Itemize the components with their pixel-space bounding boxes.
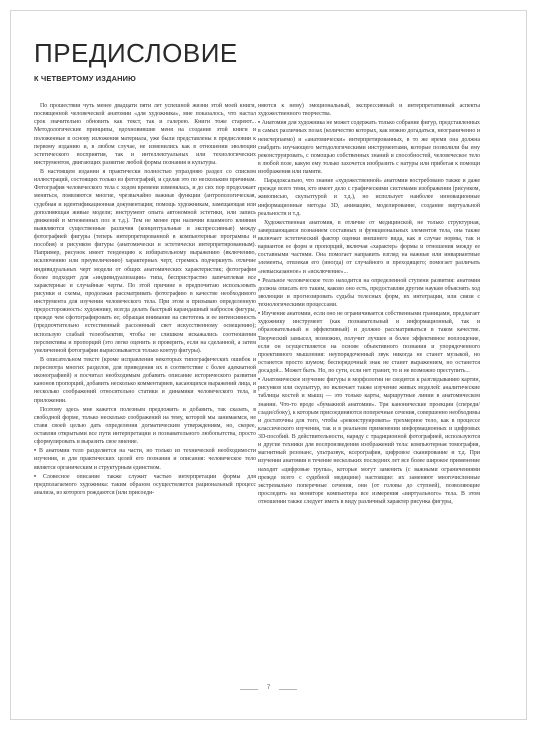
body-paragraph: Парадоксально, что знание «художественной» анатомии востребовано также и даже прежде всего теми, кто имеет дело с графическими системами изображения (рисунком, живописью, скульптурой и т.д.), но использует наиболее инновационные информационные методы 3D, анимацию, моделирование, создание виртуальной реальности и т.д. — [258, 178, 480, 217]
bullet-marker: • — [258, 277, 263, 284]
bullet-text: Реальное человеческое тело находится на определенной ступени развития: анатомия должна описать его таким, каково оно есть, предоставляя другим наукам объяснять ход эволюции и прогнозировать судьбы телесных форм, их интеграции, или связи с технологическими процессами. — [258, 277, 480, 308]
bullet-marker: • — [258, 311, 262, 318]
body-paragraph: В настоящем издании я практически полностью упраздняю раздел со списком иллюстраций, состоящих только из фотографий, и сделав это по нескольким причинам. Фотография человеческого тела с ходом времени изменялась, и до сих пор продолжает меняться, появляются многие, чрезвычайно важные функции (антропологическая, судебная и идентификационная документация; помощь художникам, замещающая или дополняющая живые модели; инструмент опыта автономной эстетики, или запись движений и мгновенных поз и т.д.). Тем не менее при наличии взаимного влияния выявляются существенные различия (концептуальные и экспрессивные) между фотографией фигуры (теперь интерпретированной в компьютерные программы и пособия) и рисунком фигуры (анатомически и эстетически интерпретированным). Например, рисунок имеет тенденцию к избирательному выражению (включению, исключению или преувеличению) характерных черт, стремясь подчеркнуть отличие индивидуальных черт модели от общих анатомических характеристик; фотография более подходит для «индивидуализации» типа, беспристрастно запечатлевая все характерные и случайные черты. По этой причине я предпочитаю использовать рисунки и схемы, продолжая рассматривать фотографию в качестве необходимого инструмента для изучения человеческого тела. При этом я призываю определенную предосторожность: художнику, всегда делать быстрый карандашный набросок фигуры, прежде чем сфотографировать ее; обращая внимание на светотень и ее интенсивность (предпочтительно естественный рассеянный свет искусственному освещению); использую слабый телеобъектив, чтобы не слишком искажались соотношения перспективы и пропорций (это легко оценить и проверить, если на сделанной, а затем увеличенной фотографии вырисовывается только контур фигуры). — [34, 169, 256, 354]
body-paragraph: По прошествии чуть менее двадцати пяти лет успешной жизни этой моей книги, посвященной человеческой анатомии «для художника», мне показалось, что настал срок значительно обновить как текст, так и галерею. Книги тоже стареют... Методологические принципы, вдохновившие меня на создание этой книги и положенные в основу изложения материала, уже были представлены в предисловии к первому изданию и, в любом случае, не изменились как в отношении эволюции эстетического восприятия, так и интеллектуальных или технологических инструментов, двигающих развитие любой формы познания и культуры. — [34, 103, 256, 166]
bullet-paragraph — [258, 376, 480, 506]
bullet-paragraph — [258, 119, 480, 176]
body-paragraph: Поэтому здесь мне кажется полезным предложить и добавить, так сказать, в свободной форме, только несколько соображений на тему, которой мы занимаемся, не ставя своей целью дать определения догматическим утверждениям, но, скорее, оставляя открытыми все пути интерпретации и познавательного любопытства, просто сформулировать и выразить свое мнение. — [34, 406, 256, 446]
bullet-text: Словесное описание также служит частью интерпретации формы для предполагаемого художника: таким образом осуществляется рациональный процесс анализа, из которого рождаются (или присоеди- — [34, 473, 256, 496]
bullet-text: Изучение анатомии, если оно не ограничивается собственными границами, предлагает художнику инструмент (как познавательный и информационный, так и образовательный и эффективный) и должно рассматриваться в таком качестве. Творческий замысел, возможно, получит лучшее и более эффективное воплощение, если он осуществляется на основе объективного познания и упорядоченного проективного мышления: неупорядоченный звук никогда не станет музыкой, но останется просто шумом; беспорядочный знак не станет выражением, но останется досадой... Может быть. Но, по сути, если нет гранит, то и не возможно преступить... — [258, 311, 480, 374]
page-title: ПРЕДИСЛОВИЕ — [34, 38, 238, 68]
bullet-text: Анатомическое изучение фигуры и морфологии не сводится к разглядыванию картин, рисунков или скульптур, но включает также изучение живых моделей: аналитические таблицы костей и мышц — это только карты, маршрутные линии в анатомическом знании. Что-то вроде «бумажной анатомии». Три канонические проекции (спереди/сзади/сбоку), к которым присоединяются поперечные сечения, совершенно необходимы и достаточны для того, чтобы «реконструировать» трехмерное тело, как в процессе классического изучения, так и в реальном применении информационных и цифровых 3D-пособий. В действительности, наряду с традиционной фотографией, используются и другие техники для воспроизведения изображений тела: компьютерная томография, магнитный резонанс, ультразвук, ксерография, цифровое сканирование и т.д. При изучении анатомии в течение нескольких последних лет все более широкое применение находят «цифровые трупы», которые могут заменить (с важными ограничениями прежде всего с судебной медицине) настоящие: их заменяют многочисленные экстремально поперечные сечения, они (от головы до ступней), позволяющие проследить на мониторе компьютера все измерения «виртуального» тела. В этом отношении также следует иметь в виду различный характер рисунка фигуры, — [258, 377, 480, 505]
left-text-column — [34, 102, 256, 677]
bullet-paragraph — [34, 447, 256, 471]
bullet-paragraph — [258, 277, 480, 310]
bullet-text: В анатомии тело разделяется на части, но только из технической необходимости изучения, и для практических целей его познания и описания: человеческое тело является органическим и структурным единством. — [34, 448, 256, 471]
body-paragraph: Художественная анатомия, в отличие от медицинской, не только структурная, завершающаяся познанием составных и функциональных элементов тела, она также включает эстетический фактор оценки внешнего вида, как в случае нормы, так и вариантов ее форм и пропорций, включая «характер» формы и отношения между ее составными частями. Она помогает направить взгляд на важные или инвариантные элементы, отвлекая его (иногда) от случайного и преходящего; помогает различать «невысказанное» и «исключение»... — [258, 219, 480, 275]
page-number-rule-right — [279, 689, 297, 690]
body-paragraph: няются к нему) эмоциональный, экспрессивный и интерпретативный аспекты художественного творчества. — [258, 103, 480, 118]
bullet-marker: • — [258, 120, 262, 127]
bullet-paragraph — [258, 310, 480, 375]
bullet-marker: • — [34, 473, 43, 480]
right-text-column — [258, 102, 480, 677]
bullet-text: Анатомия для художника не может содержать только собрание фигур, представленных в самых различных позах (количество которых, как можно догадаться, неограниченно и неисчерпаемо) и «анатомически» интерпретированных, в то же время она должна снабдить изучающего методологическими инструментами, которые позволили бы ему реконструировать, с помощью собственных знаний и способностей, человеческое тело в любой позе, какую ему только захочется изобразить с натуры или прибегая к помощи изображения или памяти. — [258, 120, 480, 175]
bullet-paragraph — [34, 473, 256, 497]
page-number: 7 — [266, 685, 271, 691]
body-paragraph: В описательном тексте (кроме исправления некоторых типографических ошибок и пересмотра многих разделов, для приведения их в соответствие с более адекватной иконографией) я посчитал необходимым добавить описание исторического развития канонов пропорций, добавить несколько комментариев, касающихся выражений лица, и несколько соображений относительно статики и динамики человеческого тела, в приложении. — [34, 356, 256, 404]
bullet-marker: • — [34, 448, 40, 455]
page-subtitle: К ЧЕТВЕРТОМУ ИЗДАНИЮ — [34, 74, 137, 83]
bullet-marker: • — [258, 377, 262, 384]
